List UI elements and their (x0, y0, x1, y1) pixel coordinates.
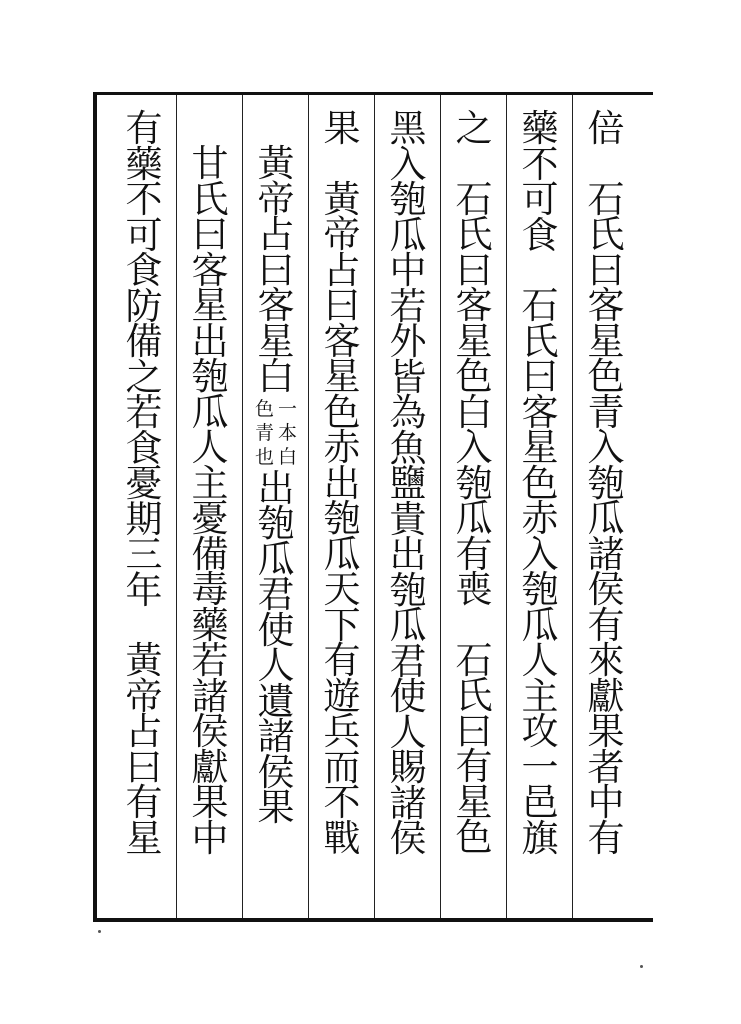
character: 食 (125, 249, 163, 292)
character: 星 (455, 319, 493, 363)
character: 客 (455, 284, 493, 327)
character: 人 (521, 639, 559, 682)
character: 出 (191, 319, 229, 363)
character: 使 (389, 675, 427, 718)
character: 瓜 (191, 390, 229, 434)
note-character: 一 (278, 397, 298, 420)
character: 君 (389, 639, 427, 683)
note-character: 也 (254, 445, 274, 468)
character: 年 (125, 568, 163, 612)
character: 外 (389, 320, 427, 363)
character: 可 (521, 178, 559, 221)
character: 果 (323, 107, 361, 150)
character: 食 (521, 213, 559, 257)
character: 石 (521, 284, 559, 327)
character: 匏 (455, 461, 493, 505)
text-column (511, 107, 569, 860)
character: 氏 (455, 213, 493, 256)
character: 果 (191, 781, 229, 824)
character: 備 (191, 532, 229, 576)
character: 侯 (389, 817, 427, 860)
character: 天 (323, 568, 361, 611)
character: 藥 (125, 142, 163, 186)
character: 匏 (521, 568, 559, 611)
character: 星 (323, 355, 361, 398)
text-column (247, 111, 305, 829)
character: 黑 (389, 107, 427, 150)
character: 防 (125, 284, 163, 328)
character: 入 (587, 426, 625, 469)
character: 兵 (323, 710, 361, 753)
text-column (181, 111, 239, 860)
speck (640, 965, 643, 968)
character: 瓜 (389, 213, 427, 257)
character: 人 (389, 710, 427, 754)
character: 之 (125, 355, 163, 399)
character: 匏 (257, 502, 295, 545)
column-rule (440, 95, 441, 918)
character: 有 (587, 816, 625, 860)
note-character: 青 (254, 421, 274, 444)
character: 瓜 (323, 532, 361, 576)
character: 備 (125, 320, 163, 363)
character: 曰 (455, 248, 493, 292)
note-character: 本 (278, 421, 298, 444)
column-rule (506, 95, 507, 918)
character: 曰 (455, 709, 493, 753)
character: 為 (389, 391, 427, 434)
text-frame (93, 92, 653, 922)
character: 瓜 (521, 603, 559, 647)
character: 不 (125, 178, 163, 221)
character: 曰 (125, 745, 163, 789)
column-rule (176, 95, 177, 918)
character: 三 (125, 533, 163, 576)
character: 遺 (257, 679, 295, 723)
character: 石 (455, 177, 493, 221)
character: 有 (125, 107, 163, 150)
character: 諸 (191, 674, 229, 718)
character: 匏 (323, 497, 361, 540)
character: 氏 (587, 213, 625, 256)
speck (98, 930, 101, 933)
bleed-through-margin (655, 92, 685, 732)
character: 色 (521, 461, 559, 505)
character: 客 (587, 284, 625, 327)
character: 果 (587, 710, 625, 753)
character: 者 (587, 745, 625, 789)
character: 曰 (521, 355, 559, 398)
character: 星 (587, 319, 625, 363)
character: 戰 (323, 816, 361, 860)
character: 氏 (191, 177, 229, 221)
character: 占 (257, 213, 295, 256)
character: 下 (323, 603, 361, 647)
character: 使 (257, 608, 295, 652)
character: 青 (587, 390, 625, 434)
character: 可 (125, 213, 163, 257)
character: 匏 (389, 568, 427, 612)
column-rule (374, 95, 375, 918)
character: 瓜 (257, 537, 295, 581)
character: 獻 (191, 745, 229, 789)
character: 白 (455, 390, 493, 434)
character: 氏 (521, 319, 559, 363)
character: 星 (521, 426, 559, 469)
character: 憂 (191, 497, 229, 540)
character: 星 (125, 816, 163, 860)
character: 攻 (521, 710, 559, 753)
character: 中 (191, 816, 229, 860)
character: 邑 (521, 781, 559, 824)
character: 之 (455, 107, 493, 150)
column-rule (572, 95, 573, 918)
character: 中 (587, 781, 625, 824)
character: 石 (587, 177, 625, 221)
character: 一 (521, 745, 559, 789)
character: 瓜 (455, 497, 493, 540)
character: 若 (389, 284, 427, 328)
character: 星 (455, 780, 493, 824)
note-character: 白 (278, 445, 298, 468)
character: 曰 (257, 248, 295, 292)
character: 果 (257, 786, 295, 829)
character: 匏 (191, 355, 229, 398)
character: 鹽 (389, 462, 427, 505)
character: 出 (257, 466, 295, 510)
character: 客 (521, 390, 559, 434)
character: 有 (455, 532, 493, 576)
character: 期 (125, 497, 163, 541)
character: 憂 (125, 462, 163, 505)
character: 帝 (257, 177, 295, 221)
text-column (115, 107, 173, 860)
character: 來 (587, 639, 625, 682)
character: 星 (191, 284, 229, 327)
character: 賜 (389, 746, 427, 789)
character: 色 (455, 355, 493, 398)
character: 侯 (191, 710, 229, 753)
character: 黃 (257, 142, 295, 185)
character: 不 (521, 142, 559, 186)
character: 中 (389, 249, 427, 292)
character: 星 (257, 319, 295, 363)
character: 入 (455, 426, 493, 469)
character: 食 (125, 426, 163, 470)
interlinear-note (255, 397, 297, 469)
note-line (278, 397, 297, 469)
character: 氏 (455, 674, 493, 717)
character: 侯 (257, 750, 295, 794)
character: 客 (257, 284, 295, 327)
character: 曰 (587, 248, 625, 292)
character: 匏 (389, 178, 427, 221)
character: 倍 (587, 107, 625, 150)
character: 皆 (389, 355, 427, 399)
note-line (255, 397, 274, 469)
character: 黃 (125, 639, 163, 682)
character: 若 (191, 639, 229, 682)
character: 曰 (191, 213, 229, 256)
character: 瓜 (389, 604, 427, 647)
character: 獻 (587, 674, 625, 718)
character: 而 (323, 745, 361, 789)
character: 遊 (323, 674, 361, 718)
text-column (313, 107, 371, 860)
character: 出 (323, 461, 361, 505)
character: 曰 (323, 284, 361, 327)
character: 客 (191, 248, 229, 292)
column-rule (308, 95, 309, 918)
character: 不 (323, 781, 361, 824)
column-rule (242, 95, 243, 918)
text-column (379, 107, 437, 860)
character: 占 (323, 248, 361, 292)
character: 帝 (125, 674, 163, 718)
character: 客 (323, 319, 361, 363)
character: 瓜 (587, 497, 625, 540)
character: 魚 (389, 426, 427, 470)
character: 貴 (389, 497, 427, 541)
character: 色 (455, 816, 493, 859)
note-character: 色 (254, 397, 274, 420)
character: 若 (125, 391, 163, 434)
character: 入 (389, 142, 427, 186)
character: 毒 (191, 568, 229, 611)
character: 諸 (257, 715, 295, 758)
character: 黃 (323, 177, 361, 221)
character: 主 (191, 461, 229, 505)
character: 君 (257, 573, 295, 616)
character: 赤 (323, 426, 361, 469)
character: 有 (455, 745, 493, 788)
character: 入 (521, 532, 559, 576)
character: 藥 (521, 107, 559, 150)
character: 帝 (323, 213, 361, 256)
character: 有 (323, 639, 361, 682)
character: 有 (125, 781, 163, 824)
character: 色 (587, 355, 625, 398)
character: 藥 (191, 603, 229, 647)
character: 主 (521, 674, 559, 718)
character: 人 (257, 644, 295, 687)
character: 白 (257, 355, 295, 398)
character: 旗 (521, 816, 559, 860)
character: 人 (191, 426, 229, 469)
character: 色 (323, 390, 361, 434)
character: 石 (455, 638, 493, 682)
text-column (577, 107, 635, 860)
character: 占 (125, 710, 163, 753)
character: 甘 (191, 142, 229, 185)
character: 侯 (587, 568, 625, 611)
character: 出 (389, 533, 427, 576)
text-column (445, 107, 503, 859)
character: 匏 (587, 461, 625, 505)
character: 有 (587, 603, 625, 647)
character: 喪 (455, 568, 493, 611)
character: 赤 (521, 497, 559, 540)
character: 諸 (389, 781, 427, 825)
character: 諸 (587, 532, 625, 576)
